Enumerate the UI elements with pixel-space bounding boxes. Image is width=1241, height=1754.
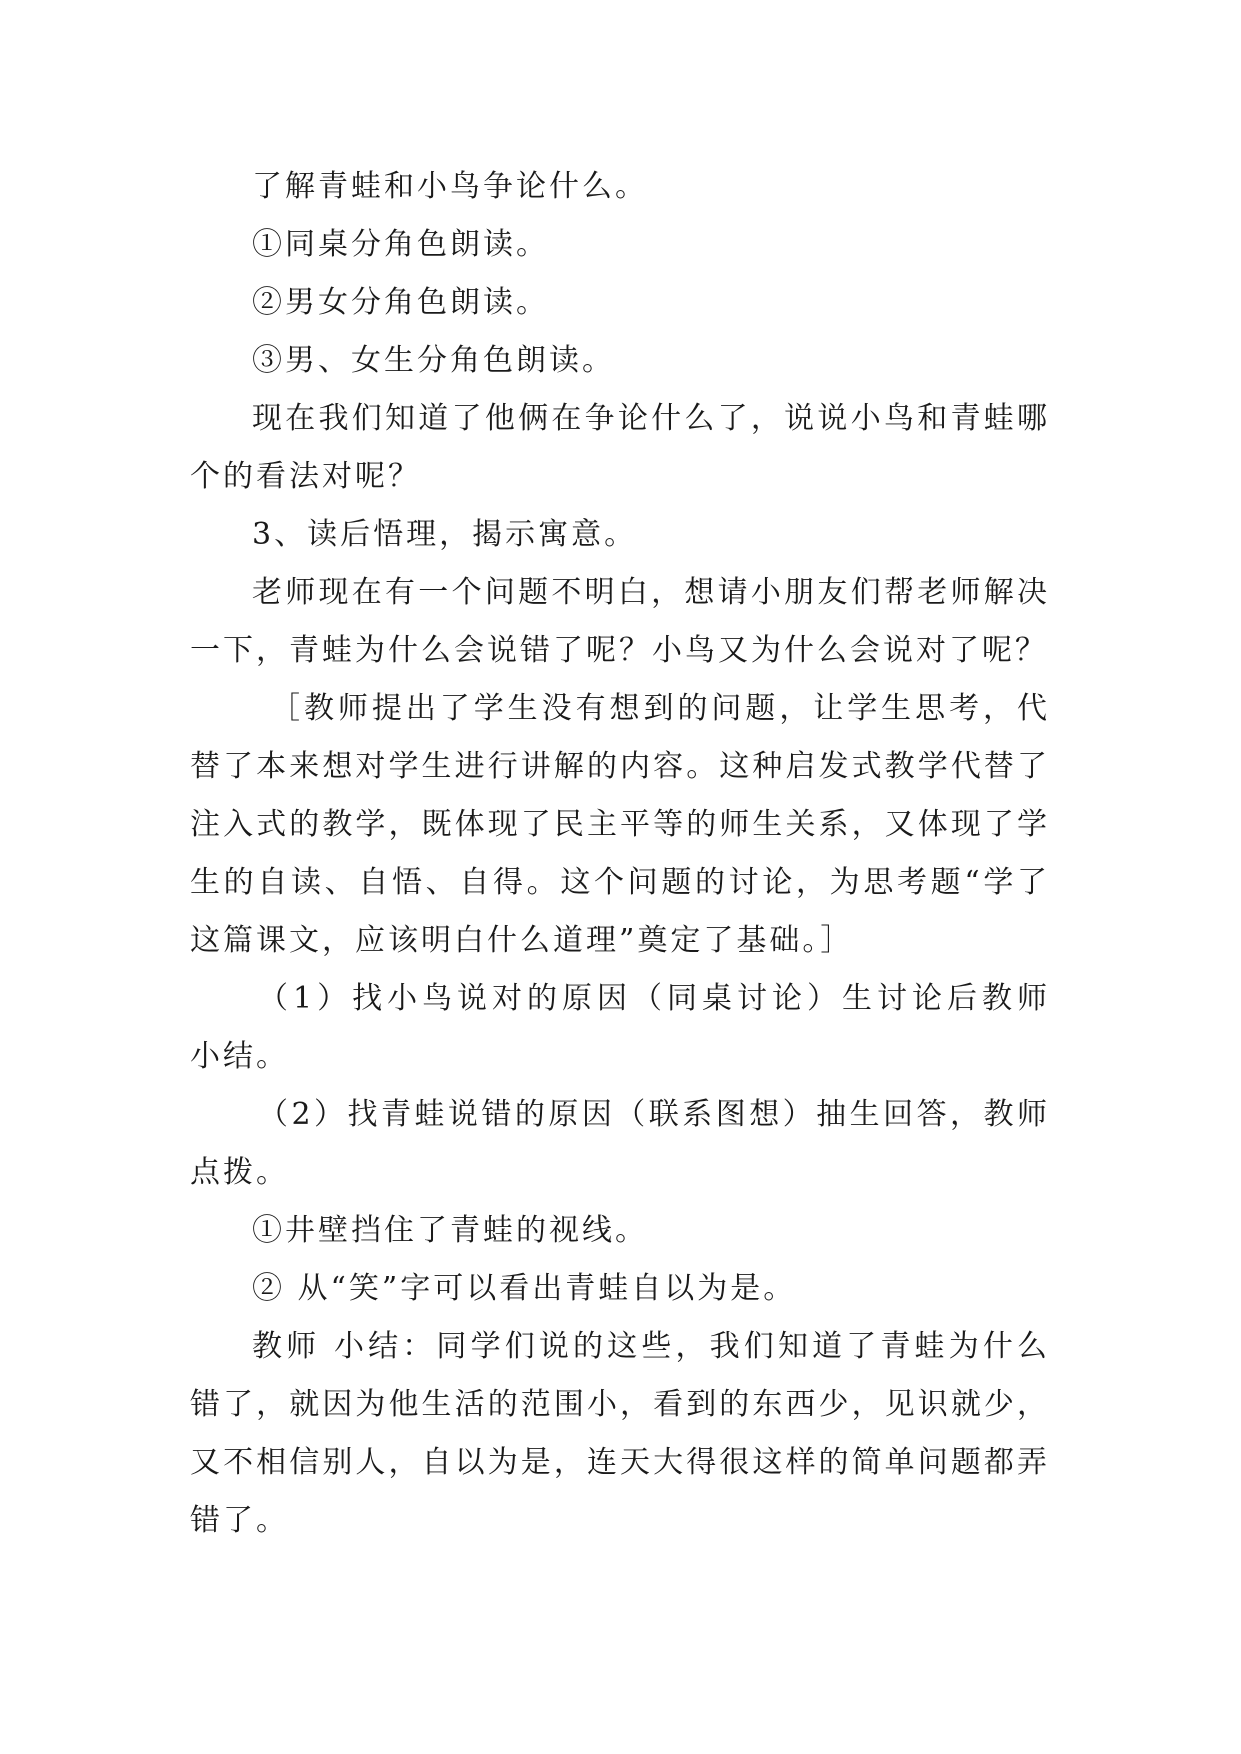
paragraph-step-3: ③男、女生分角色朗读。	[252, 343, 615, 378]
paragraph-goal: 了解青蛙和小鸟争论什么。	[252, 169, 648, 204]
paragraph-teacher-question: 老师现在有一个问题不明白，想请小朋友们帮老师解决一下，青蛙为什么会说错了呢？小鸟又为什么会说对了呢？	[190, 575, 1050, 668]
paragraph-point-2: ② 从“笑”字可以看出青蛙自以为是。	[252, 1271, 797, 1306]
paragraph-substep-2: （2）找青蛙说错的原因（联系图想）抽生回答，教师点拨。	[190, 1097, 1050, 1190]
paragraph-summary: 教师 小结：同学们说的这些，我们知道了青蛙为什么错了，就因为他生活的范围小，看到的东西少，见识就少，又不相信别人，自以为是，连天大得很这样的简单问题都弄错了。	[190, 1329, 1050, 1538]
paragraph-commentary: ［教师提出了学生没有想到的问题，让学生思考，代替了本来想对学生进行讲解的内容。这种启发式教学代替了注入式的教学，既体现了民主平等的师生关系，又体现了学生的自读、自悟、自得。这个问题的讨论，为思考题“学了这篇课文，应该明白什么道理”奠定了基础。］	[190, 691, 1050, 958]
paragraph-question: 现在我们知道了他俩在争论什么了，说说小鸟和青蛙哪个的看法对呢？	[190, 401, 1050, 494]
paragraph-step-1: ①同桌分角色朗读。	[252, 227, 549, 262]
paragraph-substep-1: （1）找小鸟说对的原因（同桌讨论）生讨论后教师 小结。	[190, 981, 1050, 1074]
paragraph-step-2: ②男女分角色朗读。	[252, 285, 549, 320]
section-heading-3: 3、读后悟理，揭示寓意。	[252, 517, 638, 552]
paragraph-point-1: ①井壁挡住了青蛙的视线。	[252, 1213, 648, 1248]
document-body	[190, 158, 1050, 1550]
